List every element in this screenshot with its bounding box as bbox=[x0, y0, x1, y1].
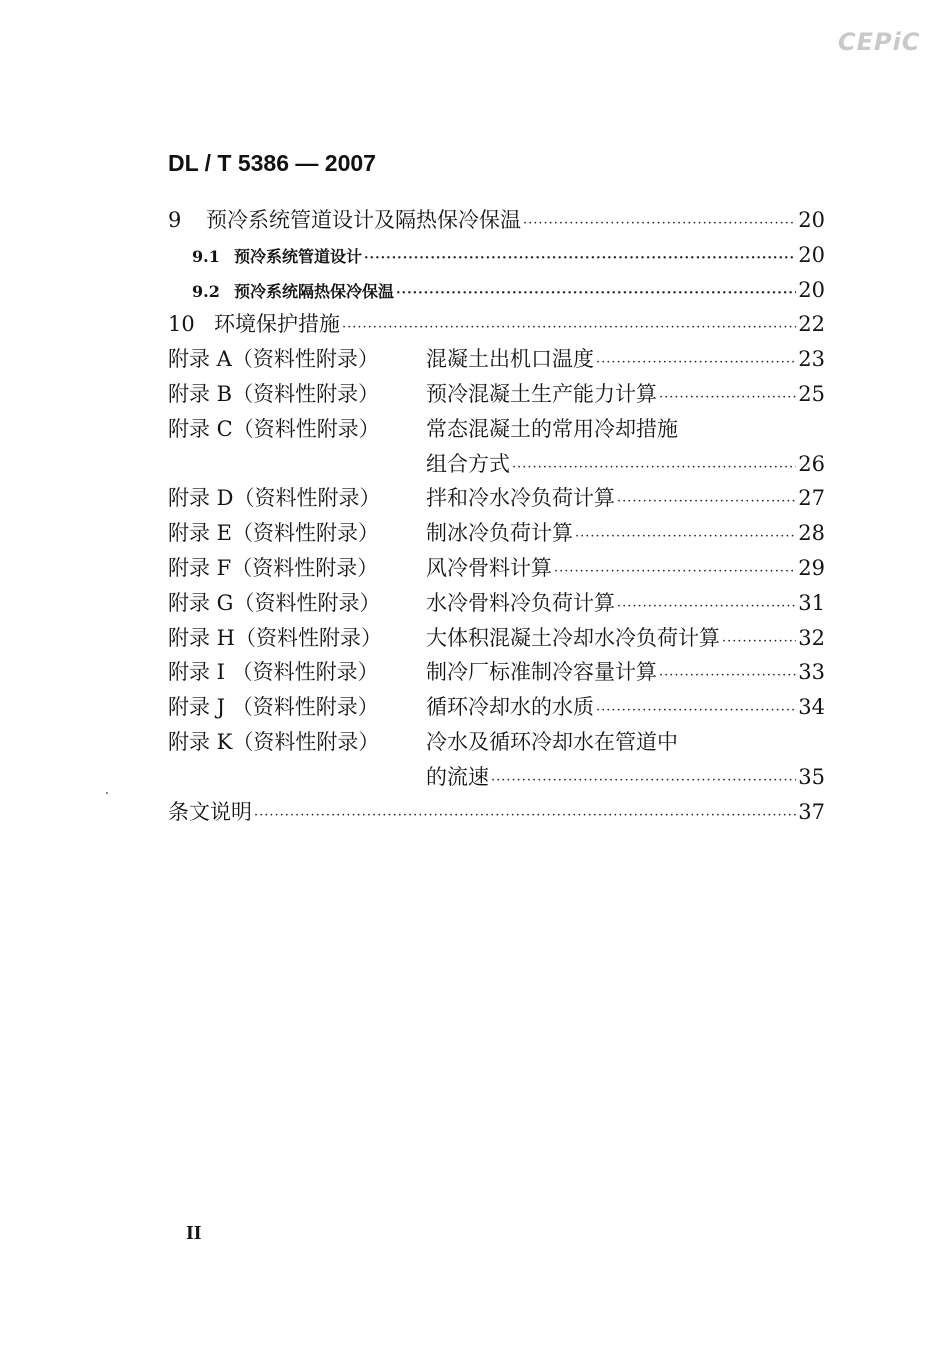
toc-entry-title: 循环冷却水的水质 bbox=[426, 695, 594, 720]
appendix-label: 附录 K（资料性附录） bbox=[168, 729, 380, 754]
table-of-contents bbox=[168, 203, 825, 829]
toc-entry-appendix-k-continued[interactable] bbox=[168, 760, 825, 795]
toc-entry-appendix-h[interactable] bbox=[168, 621, 825, 656]
toc-entry-10[interactable] bbox=[168, 307, 825, 342]
toc-entry-page: 29 bbox=[798, 555, 825, 580]
appendix-label: 附录 C（资料性附录） bbox=[168, 416, 380, 441]
toc-entry-title: 预冷混凝土生产能力计算 bbox=[426, 381, 657, 406]
toc-entry-title: 大体积混凝土冷却水冷负荷计算 bbox=[426, 625, 720, 650]
appendix-label: 附录 H（资料性附录） bbox=[168, 625, 382, 650]
toc-entry-page: 31 bbox=[798, 590, 825, 615]
toc-entry-appendix-f[interactable] bbox=[168, 551, 825, 586]
toc-entry-page: 20 bbox=[798, 208, 825, 232]
toc-entry-appendix-b[interactable] bbox=[168, 377, 825, 412]
toc-leader-dots bbox=[617, 485, 796, 520]
toc-entry-page: 35 bbox=[798, 764, 825, 789]
cepic-watermark: CEPiC bbox=[838, 28, 921, 56]
toc-entry-title: 的流速 bbox=[426, 764, 489, 789]
toc-leader-dots bbox=[491, 764, 796, 799]
appendix-label: 附录 J （资料性附录） bbox=[168, 695, 379, 720]
toc-entry-9[interactable] bbox=[168, 203, 825, 238]
toc-entry-title: 冷水及循环冷却水在管道中 bbox=[426, 729, 678, 754]
toc-entry-number: 9.2 bbox=[192, 281, 220, 301]
toc-entry-page: 37 bbox=[798, 799, 825, 824]
toc-entry-number: 9.1 bbox=[192, 246, 220, 266]
toc-entry-appendix-i[interactable] bbox=[168, 655, 825, 690]
toc-entry-page: 25 bbox=[798, 381, 825, 406]
toc-entry-title: 拌和冷水冷负荷计算 bbox=[426, 486, 615, 511]
toc-leader-dots bbox=[254, 799, 796, 834]
toc-entry-title: 预冷系统隔热保冷保温 bbox=[234, 281, 395, 301]
toc-leader-dots bbox=[617, 590, 796, 625]
toc-entry-title: 预冷系统管道设计及隔热保冷保温 bbox=[206, 208, 521, 232]
toc-leader-dots bbox=[596, 346, 796, 381]
toc-leader-dots bbox=[396, 277, 796, 312]
toc-leader-dots bbox=[722, 625, 796, 660]
toc-entry-title: 水冷骨料冷负荷计算 bbox=[426, 590, 615, 615]
toc-entry-title: 制冰冷负荷计算 bbox=[426, 521, 573, 546]
toc-leader-dots bbox=[554, 555, 796, 590]
toc-leader-dots bbox=[512, 451, 796, 486]
toc-leader-dots bbox=[596, 694, 796, 729]
toc-leader-dots bbox=[659, 659, 796, 694]
appendix-label: 附录 E（资料性附录） bbox=[168, 521, 380, 546]
toc-entry-title: 条文说明 bbox=[168, 799, 252, 824]
appendix-label: 附录 B（资料性附录） bbox=[168, 381, 380, 406]
toc-entry-title: 制冷厂标准制冷容量计算 bbox=[426, 660, 657, 685]
toc-entry-page: 23 bbox=[798, 347, 825, 372]
toc-entry-number: 10 bbox=[168, 312, 195, 337]
toc-entry-number: 9 bbox=[168, 208, 182, 232]
toc-entry-title: 风冷骨料计算 bbox=[426, 555, 552, 580]
toc-entry-page: 28 bbox=[798, 521, 825, 546]
toc-entry-title: 常态混凝土的常用冷却措施 bbox=[426, 416, 678, 441]
toc-leader-dots bbox=[659, 381, 796, 416]
toc-entry-9-2[interactable] bbox=[168, 273, 825, 308]
toc-entry-appendix-a[interactable] bbox=[168, 342, 825, 377]
toc-entry-title: 环境保护措施 bbox=[214, 312, 340, 337]
toc-entry-page: 27 bbox=[798, 486, 825, 511]
toc-entry-appendix-j[interactable] bbox=[168, 690, 825, 725]
page-number: II bbox=[186, 1222, 202, 1244]
toc-entry-appendix-c-continued[interactable] bbox=[168, 447, 825, 482]
appendix-label: 附录 A（资料性附录） bbox=[168, 347, 379, 372]
toc-entry-9-1[interactable] bbox=[168, 238, 825, 273]
appendix-label: 附录 I （资料性附录） bbox=[168, 660, 379, 685]
appendix-label: 附录 F（资料性附录） bbox=[168, 555, 379, 580]
toc-entry-appendix-c[interactable] bbox=[168, 412, 825, 447]
appendix-label: 附录 G（资料性附录） bbox=[168, 590, 381, 615]
toc-entry-title: 混凝土出机口温度 bbox=[426, 347, 594, 372]
toc-entry-page: 33 bbox=[798, 660, 825, 685]
toc-leader-dots bbox=[364, 242, 796, 277]
toc-leader-dots bbox=[575, 520, 796, 555]
toc-entry-page: 20 bbox=[798, 277, 825, 302]
toc-entry-appendix-k[interactable] bbox=[168, 725, 825, 760]
appendix-label: 附录 D（资料性附录） bbox=[168, 486, 381, 511]
toc-leader-dots bbox=[342, 311, 796, 346]
toc-entry-appendix-g[interactable] bbox=[168, 586, 825, 621]
toc-entry-appendix-d[interactable] bbox=[168, 481, 825, 516]
toc-entry-title: 预冷系统管道设计 bbox=[234, 246, 363, 266]
toc-entry-explanation[interactable] bbox=[168, 795, 825, 830]
toc-entry-page: 22 bbox=[798, 312, 825, 337]
toc-entry-appendix-e[interactable] bbox=[168, 516, 825, 551]
document-number: DL / T 5386 — 2007 bbox=[168, 150, 376, 176]
toc-entry-page: 34 bbox=[798, 695, 825, 720]
toc-leader-dots bbox=[523, 207, 796, 242]
toc-entry-title: 组合方式 bbox=[426, 451, 510, 476]
toc-entry-page: 32 bbox=[798, 625, 825, 650]
toc-entry-page: 26 bbox=[798, 451, 825, 476]
toc-entry-page: 20 bbox=[798, 242, 825, 267]
scan-speck bbox=[106, 792, 108, 794]
